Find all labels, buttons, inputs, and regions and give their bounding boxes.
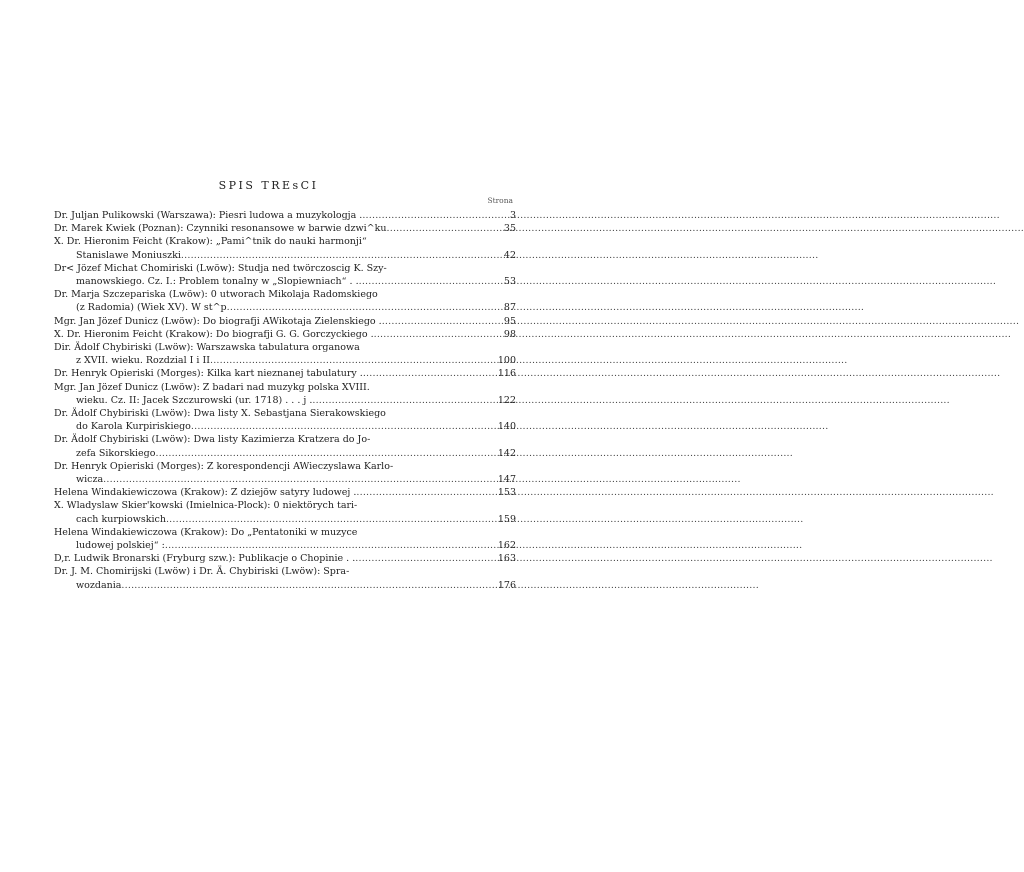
toc-entry[interactable] [54, 381, 516, 407]
dot-leader [210, 354, 494, 367]
toc-entry-title: D,r. Ludwik Bronarski (Fryburg szw.): Publikacje o Chopinie . . [54, 553, 356, 565]
dot-leader [121, 579, 494, 592]
toc-entry[interactable] [54, 460, 516, 486]
toc-page-number: 116 [497, 368, 516, 380]
toc-page-number: 42 [503, 249, 516, 261]
page-title: SPIS TREsCI [218, 179, 319, 192]
toc-entry-continuation: ludowej polskiej“ : [76, 540, 165, 552]
toc-entry-title: Dr. Ädolf Chybiriski (Lwöw): Dwa listy X. Sebastjana Sierakowskiego [54, 408, 386, 420]
toc-entry[interactable] [54, 552, 516, 565]
dot-leader [312, 394, 494, 407]
toc-page-number: 122 [497, 394, 516, 406]
toc-page-number: 162 [497, 540, 516, 552]
toc-entry-continuation: (z Radomia) (Wiek XV). W st^p [76, 302, 227, 314]
toc-entry[interactable] [54, 288, 516, 314]
toc-entry-continuation: zefa Sikorskiego [76, 447, 156, 459]
toc-entry-title: Dr. Henryk Opieriski (Morges): Z korespondencji AWieczyslawa Karlo- [54, 460, 394, 472]
dot-leader [374, 328, 494, 341]
toc-entry[interactable] [54, 367, 516, 380]
toc-entry[interactable] [54, 565, 516, 591]
toc-entry-title: Mgr. Jan Jözef Dunicz (Lwöw): Z badari nad muzykg polska XVIII. [54, 381, 370, 393]
toc-entry[interactable] [54, 235, 516, 261]
toc-page-number: 87 [503, 302, 516, 314]
table-of-contents [54, 209, 516, 592]
toc-entry-title: Dr. Ädolf Chybiriski (Lwöw): Dwa listy Kazimierza Kratzera do Jo- [54, 434, 371, 446]
toc-entry-continuation: wieku. Cz. II: Jacek Szczurowski (ur. 1718) . . . j . [76, 394, 313, 406]
toc-entry-continuation: z XVII. wieku. Rozdzial I i II [76, 355, 210, 367]
dot-leader [356, 486, 494, 499]
toc-entry-continuation: wozdania [76, 579, 122, 591]
dot-leader [155, 447, 494, 460]
page-column-label: Strona [487, 196, 513, 205]
toc-entry-title: X. Dr. Hieronim Feicht (Krakow): Do biografji G. G. Gorczyckiego . [54, 328, 374, 340]
toc-page-number: 140 [497, 421, 516, 433]
toc-entry-continuation: wicza [76, 474, 104, 486]
toc-page-number: 147 [497, 474, 516, 486]
toc-entry[interactable] [54, 209, 516, 222]
toc-entry[interactable] [54, 499, 516, 525]
toc-entry[interactable] [54, 315, 516, 328]
dot-leader [103, 473, 494, 486]
toc-page-number: 53 [503, 276, 516, 288]
toc-page-number: 98 [503, 328, 516, 340]
toc-page-number: 176 [497, 579, 516, 591]
toc-entry-continuation: Stanislawe Moniuszki [76, 249, 181, 261]
toc-entry-continuation: manowskiego. Cz. I.: Problem tonalny w „Slopiewniach“ . . [76, 276, 359, 288]
toc-entry-continuation: do Karola Kurpiriskiego [76, 421, 191, 433]
toc-page-number: 142 [497, 447, 516, 459]
toc-entry-title: Dir. Ädolf Chybiriski (Lwöw): Warszawska tabulatura organowa [54, 342, 360, 354]
toc-entry-title: Dr. J. M. Chomirijski (Lwöw) i Dr. Ä. Chybiriski (Lwöw): Spra- [54, 566, 350, 578]
dot-leader [362, 209, 494, 222]
toc-entry-title: Helena Windakiewiczowa (Krakow): Do „Pentatoniki w muzyce [54, 526, 358, 538]
toc-entry[interactable] [54, 328, 516, 341]
toc-entry[interactable] [54, 222, 516, 235]
dot-leader [387, 222, 494, 235]
toc-page-number: 100 [497, 355, 516, 367]
dot-leader [227, 301, 494, 314]
dot-leader [355, 552, 494, 565]
toc-entry-title: X. Wladyslaw Skier'kowski (Imielnica-Plock): 0 niektörych tari- [54, 500, 358, 512]
dot-leader [382, 315, 494, 328]
toc-entry[interactable] [54, 526, 516, 552]
toc-page-number: 153 [497, 487, 516, 499]
toc-entry-title: Helena Windakiewiczowa (Krakow): Z dziejöw satyry ludowej . [54, 487, 357, 499]
dot-leader [363, 367, 494, 380]
toc-page-number: 35 [503, 223, 516, 235]
toc-entry-continuation: cach kurpiowskich [76, 513, 166, 525]
toc-page-number: 159 [497, 513, 516, 525]
dot-leader [166, 513, 494, 526]
toc-entry[interactable] [54, 262, 516, 288]
toc-entry-title: Dr. Juljan Pulikowski (Warszawa): Piesri ludowa a muzykologja . [54, 210, 363, 221]
toc-entry[interactable] [54, 407, 516, 433]
dot-leader [181, 249, 494, 262]
toc-entry[interactable] [54, 433, 516, 459]
toc-entry[interactable] [54, 486, 516, 499]
dot-leader [165, 539, 494, 552]
toc-entry-title: Dr. Marek Kwiek (Poznan): Czynniki resonansowe w barwie dzwi^ku [54, 223, 387, 235]
toc-entry-title: Mgr. Jan Jözef Dunicz (Lwöw): Do biografji AWikotaja Zielenskiego . [54, 315, 382, 327]
toc-page-number: 163 [497, 553, 516, 565]
toc-page-number: 95 [503, 315, 516, 327]
toc-entry-title: Dr< Jözef Michat Chomiriski (Lwöw): Studja ned twörczoscig K. Szy- [54, 262, 387, 274]
dot-leader [359, 275, 494, 288]
dot-leader [191, 420, 494, 433]
toc-entry-title: Dr. Marja Szczepariska (Lwöw): 0 utworach Mikolaja Radomskiego [54, 289, 378, 301]
toc-entry-title: Dr. Henryk Opieriski (Morges): Kilka kart nieznanej tabulatury . [54, 368, 363, 380]
toc-entry-title: X. Dr. Hieronim Feicht (Krakow): „Pami^tnik do nauki harmonji“ [54, 236, 367, 248]
toc-entry[interactable] [54, 341, 516, 367]
toc-page-number: 3 [509, 210, 516, 221]
